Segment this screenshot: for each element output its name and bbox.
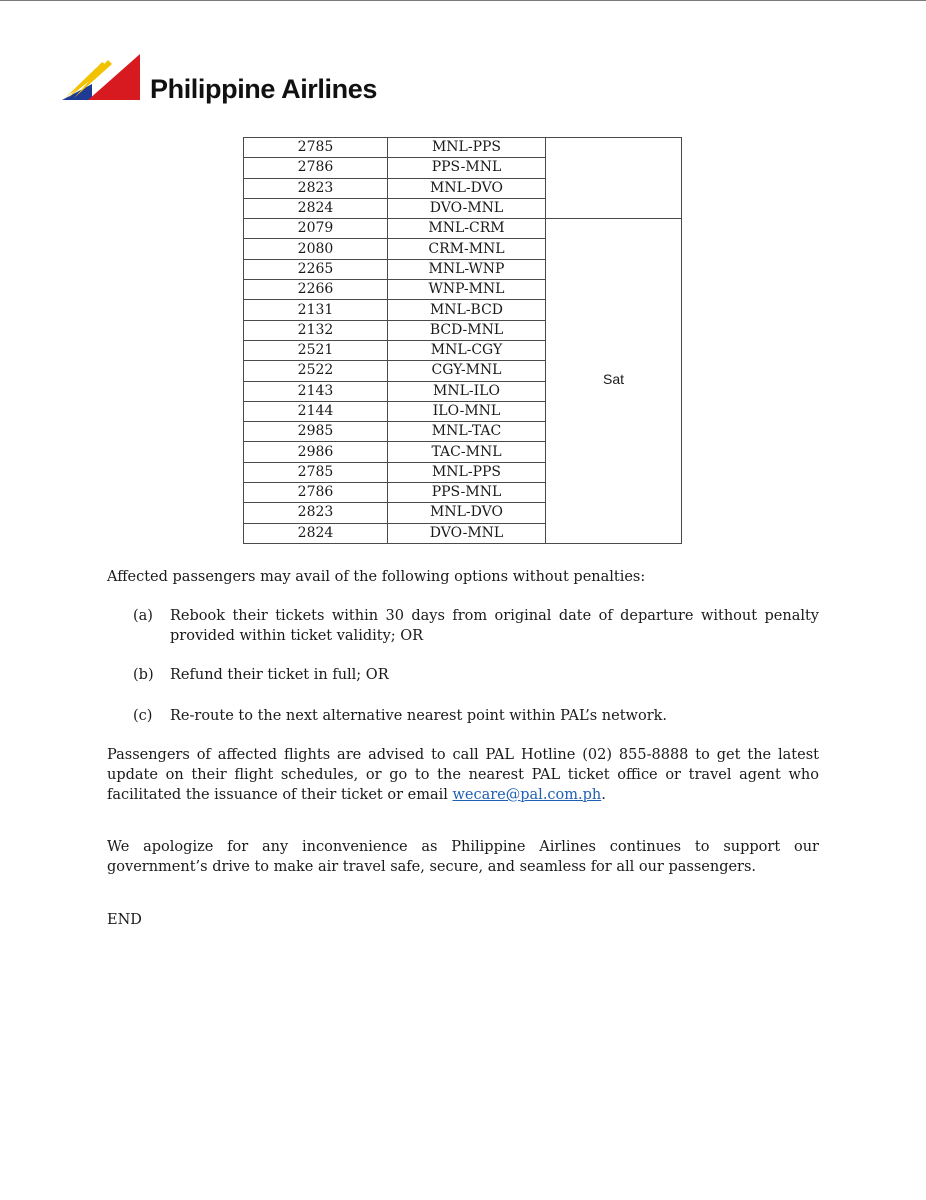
- flight-route: BCD-MNL: [388, 320, 546, 340]
- flight-route: CRM-MNL: [388, 239, 546, 259]
- flight-number: 2521: [244, 340, 388, 360]
- flight-number: 2131: [244, 300, 388, 320]
- flight-number: 2823: [244, 178, 388, 198]
- flight-route: CGY-MNL: [388, 361, 546, 381]
- flight-route: MNL-PPS: [388, 138, 546, 158]
- flight-number: 2785: [244, 138, 388, 158]
- option-letter: (c): [133, 708, 153, 724]
- flight-route: MNL-DVO: [388, 178, 546, 198]
- flight-number: 2265: [244, 259, 388, 279]
- advisory-paragraph: [107, 745, 819, 805]
- flight-route: MNL-BCD: [388, 300, 546, 320]
- flight-number: 2786: [244, 158, 388, 178]
- flight-route: MNL-PPS: [388, 462, 546, 482]
- flight-route: MNL-CRM: [388, 219, 546, 239]
- flight-day: [546, 138, 682, 219]
- flight-table: [243, 137, 682, 544]
- option-letter: (a): [133, 608, 153, 624]
- flight-route: WNP-MNL: [388, 280, 546, 300]
- flight-day: Sat: [546, 219, 682, 544]
- flight-route: MNL-WNP: [388, 259, 546, 279]
- flight-number: 2986: [244, 442, 388, 462]
- flight-number: 2824: [244, 198, 388, 218]
- flight-number: 2786: [244, 483, 388, 503]
- flight-number: 2266: [244, 280, 388, 300]
- flight-route: ILO-MNL: [388, 401, 546, 421]
- top-rule: [0, 0, 926, 1]
- flight-route: DVO-MNL: [388, 198, 546, 218]
- flight-number: 2079: [244, 219, 388, 239]
- option-text: Refund their ticket in full; OR: [170, 667, 389, 683]
- flight-number: 2143: [244, 381, 388, 401]
- option-letter: (b): [133, 667, 154, 683]
- flight-number: 2824: [244, 523, 388, 543]
- flight-row: [244, 219, 682, 239]
- pal-sun-tail-icon: [62, 54, 144, 102]
- flight-number: 2144: [244, 401, 388, 421]
- flight-number: 2985: [244, 422, 388, 442]
- flight-route: MNL-DVO: [388, 503, 546, 523]
- option-text: Re-route to the next alternative nearest point within PAL’s network.: [170, 708, 668, 724]
- email-link[interactable]: wecare@pal.com.ph: [452, 787, 602, 803]
- flight-route: MNL-ILO: [388, 381, 546, 401]
- flight-route: MNL-TAC: [388, 422, 546, 442]
- flight-number: 2132: [244, 320, 388, 340]
- flight-row: [244, 138, 682, 158]
- flight-number: 2080: [244, 239, 388, 259]
- flight-number: 2522: [244, 361, 388, 381]
- pal-logo: [62, 54, 422, 110]
- flight-route: MNL-CGY: [388, 340, 546, 360]
- flight-route: TAC-MNL: [388, 442, 546, 462]
- flight-number: 2823: [244, 503, 388, 523]
- flight-number: 2785: [244, 462, 388, 482]
- end-label: END: [107, 912, 142, 928]
- flight-route: DVO-MNL: [388, 523, 546, 543]
- options-intro: Affected passengers may avail of the following options without penalties:: [107, 569, 646, 585]
- brand-name: Philippine Airlines: [150, 74, 377, 104]
- flight-route: PPS-MNL: [388, 483, 546, 503]
- apology-paragraph: We apologize for any inconvenience as Philippine Airlines continues to support our government’s drive to make air travel safe, secure, and seamless for all our passengers.: [107, 839, 819, 875]
- advisory-end: .: [601, 787, 606, 803]
- option-text: Rebook their tickets within 30 days from original date of departure without penalty provided within ticket validity; OR: [170, 608, 819, 644]
- advisory-text: Passengers of affected flights are advised to call PAL Hotline (02) 855-8888 to get the latest update on their flight schedules, or go to the nearest PAL ticket office or travel agent who facilitated the issuance of their ticket or email: [107, 747, 819, 803]
- flight-route: PPS-MNL: [388, 158, 546, 178]
